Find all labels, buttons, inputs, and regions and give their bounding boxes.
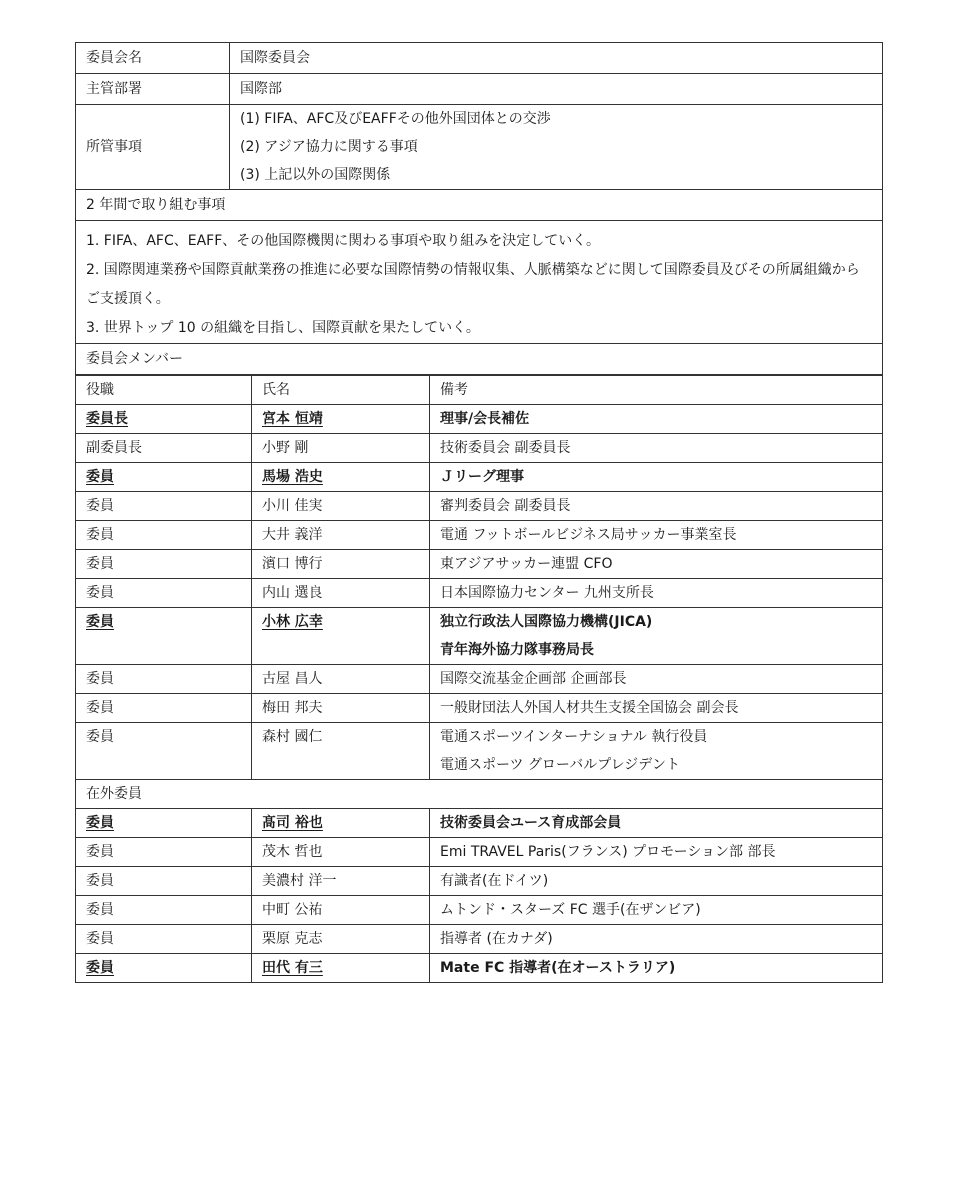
- member-note-text: 有識者(在ドイツ): [440, 873, 549, 889]
- member-role-text: 副委員長: [86, 440, 142, 456]
- member-role: [76, 954, 252, 983]
- member-note: [430, 896, 883, 925]
- member-note: [430, 434, 883, 463]
- member-role-text: 委員: [86, 931, 114, 947]
- member-note-text: 審判委員会 副委員長: [440, 498, 571, 514]
- member-name: [252, 925, 430, 954]
- member-name: [252, 405, 430, 434]
- member-name-text: 小川 佳実: [262, 498, 323, 514]
- plan-body: [76, 221, 883, 344]
- member-name-text: 大井 義洋: [262, 527, 323, 543]
- document-page: [75, 42, 883, 983]
- members-table: [75, 375, 883, 983]
- committee-name-label: 委員会名: [76, 43, 230, 74]
- table-row: [76, 550, 883, 579]
- table-row: [76, 925, 883, 954]
- member-note-line2: 電通スポーツ グローバルプレジデント: [440, 757, 680, 773]
- table-row: [76, 665, 883, 694]
- member-name: [252, 550, 430, 579]
- member-note-text: Ｊリーグ理事: [440, 469, 524, 485]
- member-role: [76, 521, 252, 550]
- member-role-text: 委員: [86, 469, 114, 485]
- plan-item: 3. 世界トップ 10 の組織を目指し、国際貢献を果たしていく。: [86, 320, 480, 336]
- column-header-note: 備考: [430, 376, 883, 405]
- table-row: [76, 838, 883, 867]
- table-row: [76, 463, 883, 492]
- member-role: [76, 838, 252, 867]
- member-role-text: 委員: [86, 902, 114, 918]
- committee-info-table: [75, 42, 883, 375]
- table-row: [76, 694, 883, 723]
- department-row: [76, 74, 883, 105]
- member-note-line2: 青年海外協力隊事務局長: [440, 642, 594, 658]
- member-role-text: 委員: [86, 700, 114, 716]
- scope-item: (3) 上記以外の国際関係: [240, 167, 391, 183]
- member-name-text: 馬場 浩史: [262, 469, 323, 485]
- member-note: [430, 694, 883, 723]
- member-role: [76, 723, 252, 780]
- member-role-text: 委員: [86, 498, 114, 514]
- department-value: 国際部: [230, 74, 883, 105]
- table-row: [76, 723, 883, 780]
- member-name-text: 美濃村 洋一: [262, 873, 337, 889]
- member-name: [252, 665, 430, 694]
- member-note-text: 日本国際協力センター 九州支所長: [440, 585, 654, 601]
- member-note-text: 一般財団法人外国人材共生支援全国協会 副会長: [440, 700, 739, 716]
- member-note: [430, 550, 883, 579]
- column-header-name: 氏名: [252, 376, 430, 405]
- member-role: [76, 694, 252, 723]
- member-name-text: 小野 剛: [262, 440, 309, 456]
- scope-item: (2) アジア協力に関する事項: [240, 139, 418, 155]
- member-note: [430, 723, 883, 780]
- table-row: [76, 521, 883, 550]
- member-role: [76, 896, 252, 925]
- member-name: [252, 954, 430, 983]
- member-name: [252, 723, 430, 780]
- members-header-row: [76, 376, 883, 405]
- member-note: [430, 405, 883, 434]
- members-heading: 委員会メンバー: [76, 344, 883, 375]
- member-note-text: Mate FC 指導者(在オーストラリア): [440, 960, 676, 976]
- committee-name-row: [76, 43, 883, 74]
- member-note: [430, 579, 883, 608]
- member-role-text: 委員: [86, 527, 114, 543]
- member-role: [76, 434, 252, 463]
- committee-name-value: 国際委員会: [230, 43, 883, 74]
- member-name: [252, 867, 430, 896]
- table-row: [76, 608, 883, 665]
- member-name-text: 小林 広幸: [262, 614, 323, 630]
- member-note: [430, 925, 883, 954]
- member-note-text: ムトンド・スターズ FC 選手(在ザンビア): [440, 902, 701, 918]
- member-name-text: 茂木 哲也: [262, 844, 323, 860]
- member-role-text: 委員: [86, 585, 114, 601]
- member-name-text: 古屋 昌人: [262, 671, 323, 687]
- member-rows: [76, 405, 883, 780]
- member-note-text: 技術委員会ユース育成部会員: [440, 815, 622, 831]
- member-role-text: 委員長: [86, 411, 128, 427]
- overseas-rows: [76, 809, 883, 983]
- member-role-text: 委員: [86, 614, 114, 630]
- member-name: [252, 838, 430, 867]
- member-role: [76, 925, 252, 954]
- member-name: [252, 434, 430, 463]
- plan-heading: 2 年間で取り組む事項: [76, 190, 883, 221]
- member-role-text: 委員: [86, 873, 114, 889]
- member-name-text: 濱口 博行: [262, 556, 323, 572]
- member-name-text: 梅田 邦夫: [262, 700, 323, 716]
- member-name: [252, 809, 430, 838]
- member-note-text: 国際交流基金企画部 企画部長: [440, 671, 627, 687]
- member-name: [252, 521, 430, 550]
- member-role: [76, 809, 252, 838]
- member-role: [76, 608, 252, 665]
- member-note-text: 東アジアサッカー連盟 CFO: [440, 556, 613, 572]
- scope-items: [230, 105, 883, 190]
- member-note: [430, 838, 883, 867]
- table-row: [76, 405, 883, 434]
- plan-item: 2. 国際関連業務や国際貢献業務の推進に必要な国際情勢の情報収集、人脈構築などに関して国際委員及びその所属組織からご支援頂く。: [86, 262, 860, 307]
- member-note-text: 電通スポーツインターナショナル 執行役員: [440, 729, 708, 745]
- member-note: [430, 608, 883, 665]
- plan-item: 1. FIFA、AFC、EAFF、その他国際機関に関わる事項や取り組みを決定していく。: [86, 233, 600, 249]
- scope-row: [76, 105, 883, 190]
- member-role-text: 委員: [86, 815, 114, 831]
- table-row: [76, 867, 883, 896]
- table-row: [76, 896, 883, 925]
- member-name: [252, 896, 430, 925]
- table-row: [76, 809, 883, 838]
- scope-label: 所管事項: [76, 105, 230, 190]
- member-note-text: 理事/会長補佐: [440, 411, 530, 427]
- member-name: [252, 608, 430, 665]
- table-row: [76, 434, 883, 463]
- member-name: [252, 463, 430, 492]
- member-note: [430, 867, 883, 896]
- member-name-text: 栗原 克志: [262, 931, 323, 947]
- column-header-role: 役職: [76, 376, 252, 405]
- scope-item: (1) FIFA、AFC及びEAFFその他外国団体との交渉: [240, 111, 551, 127]
- table-row: [76, 492, 883, 521]
- table-row: [76, 579, 883, 608]
- member-role: [76, 463, 252, 492]
- overseas-heading-row: [76, 780, 883, 809]
- member-role: [76, 665, 252, 694]
- member-note: [430, 492, 883, 521]
- members-heading-row: [76, 344, 883, 375]
- member-role-text: 委員: [86, 671, 114, 687]
- member-role: [76, 867, 252, 896]
- member-role: [76, 579, 252, 608]
- overseas-heading: 在外委員: [76, 780, 883, 809]
- member-role-text: 委員: [86, 844, 114, 860]
- member-note: [430, 809, 883, 838]
- department-label: 主管部署: [76, 74, 230, 105]
- member-note-text: 電通 フットボールビジネス局サッカー事業室長: [440, 527, 737, 543]
- member-role: [76, 550, 252, 579]
- member-note: [430, 521, 883, 550]
- member-note: [430, 463, 883, 492]
- member-name: [252, 492, 430, 521]
- member-name-text: 髙司 裕也: [262, 815, 323, 831]
- member-name: [252, 694, 430, 723]
- member-note-text: 技術委員会 副委員長: [440, 440, 571, 456]
- member-name-text: 内山 選良: [262, 585, 323, 601]
- plan-heading-row: [76, 190, 883, 221]
- member-note-text: 指導者 (在カナダ): [440, 931, 553, 947]
- member-note-text: Emi TRAVEL Paris(フランス) プロモーション部 部長: [440, 844, 776, 860]
- table-row: [76, 954, 883, 983]
- member-name-text: 森村 國仁: [262, 729, 323, 745]
- member-role-text: 委員: [86, 729, 114, 745]
- member-name-text: 中町 公祐: [262, 902, 323, 918]
- member-role-text: 委員: [86, 960, 114, 976]
- member-note: [430, 954, 883, 983]
- member-role: [76, 405, 252, 434]
- member-name-text: 宮本 恒靖: [262, 411, 323, 427]
- member-name-text: 田代 有三: [262, 960, 323, 976]
- member-note-text: 独立行政法人国際協力機構(JICA): [440, 614, 653, 630]
- member-name: [252, 579, 430, 608]
- member-role-text: 委員: [86, 556, 114, 572]
- plan-body-row: [76, 221, 883, 344]
- member-role: [76, 492, 252, 521]
- member-note: [430, 665, 883, 694]
